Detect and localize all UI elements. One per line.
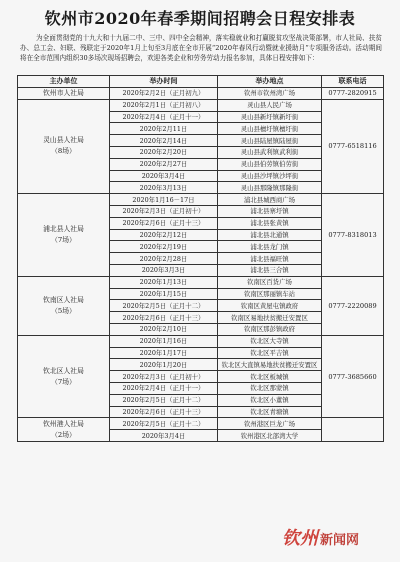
event-location-cell: 钦北区大寺镇	[218, 335, 322, 347]
table-row	[18, 99, 384, 111]
event-location-cell: 钦北区平吉镇	[218, 347, 322, 359]
organizer-name: 钦南区人社局	[43, 295, 84, 304]
event-time-cell: 2020年1月16－17日	[110, 194, 218, 206]
table-row	[18, 276, 384, 288]
news-watermark-logo	[282, 524, 359, 550]
event-time-cell: 2020年1月20日	[110, 359, 218, 371]
table-row	[18, 194, 384, 206]
organizer-cell	[18, 99, 110, 193]
organizer-cell	[18, 276, 110, 335]
contact-phone-cell: 0777-6518116	[322, 99, 384, 193]
event-time-cell: 2020年2月11日	[110, 123, 218, 135]
table-header-row	[18, 76, 384, 88]
event-location-cell: 钦南区黄屋屯镇政府	[218, 300, 322, 312]
event-time-cell: 2020年2月6日（正月十三）	[110, 217, 218, 229]
watermark-brand: 钦州	[282, 528, 318, 549]
organizer-cell	[18, 194, 110, 277]
event-location-cell: 钦南区那丽镇车站	[218, 288, 322, 300]
event-location-cell: 钦州港区巨龙广场	[218, 418, 322, 430]
contact-phone-cell: 0777-2220089	[322, 276, 384, 335]
event-location-cell: 浦北县福旺镇	[218, 253, 322, 265]
header-phone: 联系电话	[322, 76, 384, 88]
table-row	[18, 335, 384, 347]
table-row	[18, 87, 384, 99]
organizer-event-count: （7场）	[51, 235, 76, 244]
event-location-cell: 浦北县城西商广场	[218, 194, 322, 206]
event-location-cell: 浦北县龙门镇	[218, 241, 322, 253]
event-location-cell: 钦北区小董镇	[218, 394, 322, 406]
watermark-news: 新闻网	[320, 533, 360, 548]
event-location-cell: 钦北区板城镇	[218, 371, 322, 383]
event-location-cell: 灵山县陆屋镇陆屋街	[218, 135, 322, 147]
event-location-cell: 灵山县檀圩镇檀圩街	[218, 123, 322, 135]
event-location-cell: 灵山县人民广场	[218, 99, 322, 111]
event-time-cell: 2020年2月1日（正月初八）	[110, 99, 218, 111]
organizer-event-count: （8场）	[51, 147, 76, 156]
contact-phone-cell: 0777-3685660	[322, 335, 384, 418]
event-location-cell: 钦南区易地扶贫搬迁安置区	[218, 312, 322, 324]
event-location-cell: 钦北区那蒙镇	[218, 382, 322, 394]
event-time-cell: 2020年3月4日	[110, 430, 218, 442]
event-time-cell: 2020年1月13日	[110, 276, 218, 288]
event-location-cell: 灵山县武利镇武利街	[218, 146, 322, 158]
event-time-cell: 2020年2月20日	[110, 146, 218, 158]
event-time-cell: 2020年2月6日（正月十三）	[110, 312, 218, 324]
schedule-body	[18, 87, 384, 441]
organizer-cell	[18, 418, 110, 442]
contact-phone-cell	[322, 418, 384, 442]
contact-phone-cell: 0777-2820915	[322, 87, 384, 99]
page-title: 钦州市2020年春季期间招聘会日程安排表	[44, 9, 356, 28]
header-time: 举办时间	[110, 76, 218, 88]
event-time-cell: 2020年1月16日	[110, 335, 218, 347]
event-time-cell: 2020年2月5日（正月十二）	[110, 300, 218, 312]
organizer-cell	[18, 87, 110, 99]
event-location-cell: 钦州市钦州湾广场	[218, 87, 322, 99]
event-location-cell: 浦北县三合镇	[218, 264, 322, 276]
table-row	[18, 418, 384, 430]
event-time-cell: 2020年2月3日（正月初十）	[110, 371, 218, 383]
event-time-cell: 2020年2月27日	[110, 158, 218, 170]
event-time-cell: 2020年2月4日（正月十一）	[110, 382, 218, 394]
event-location-cell: 钦北区青塘镇	[218, 406, 322, 418]
event-time-cell: 2020年2月5日（正月十二）	[110, 394, 218, 406]
event-time-cell: 2020年2月5日（正月十二）	[110, 418, 218, 430]
event-location-cell: 钦州港区北部湾大学	[218, 430, 322, 442]
organizer-name: 钦北区人社局	[43, 366, 84, 375]
event-location-cell: 钦北区大直镇易地扶贫搬迁安置区	[218, 359, 322, 371]
event-time-cell: 2020年2月2日（正月初九）	[110, 87, 218, 99]
event-time-cell: 2020年2月19日	[110, 241, 218, 253]
header-location: 举办地点	[218, 76, 322, 88]
event-time-cell: 2020年3月4日	[110, 170, 218, 182]
contact-phone-cell: 0777-8318013	[322, 194, 384, 277]
event-time-cell: 2020年3月13日	[110, 182, 218, 194]
event-location-cell: 钦南区百货广场	[218, 276, 322, 288]
event-location-cell: 浦北县寨圩镇	[218, 205, 322, 217]
schedule-table	[17, 75, 384, 442]
organizer-event-count: （2场）	[51, 430, 76, 439]
event-location-cell: 浦北县北通镇	[218, 229, 322, 241]
event-location-cell: 钦南区那彭镇政府	[218, 323, 322, 335]
organizer-event-count: （7场）	[51, 377, 76, 386]
event-location-cell: 浦北县张黄镇	[218, 217, 322, 229]
organizer-event-count: （5场）	[51, 306, 76, 315]
event-time-cell: 2020年2月6日（正月十三）	[110, 406, 218, 418]
event-location-cell: 灵山县那隆镇那隆街	[218, 182, 322, 194]
event-time-cell: 2020年2月14日	[110, 135, 218, 147]
organizer-name: 灵山县人社局	[43, 136, 84, 145]
event-time-cell: 2020年3月3日	[110, 264, 218, 276]
event-time-cell: 2020年2月28日	[110, 253, 218, 265]
event-time-cell: 2020年2月3日（正月初十）	[110, 205, 218, 217]
organizer-name: 浦北县人社局	[43, 224, 84, 233]
organizer-name: 钦州港人社局	[43, 419, 84, 428]
organizer-name: 钦州市人社局	[43, 88, 84, 97]
event-location-cell: 灵山县伯劳镇伯劳街	[218, 158, 322, 170]
header-organizer: 主办单位	[18, 76, 110, 88]
event-time-cell: 2020年2月12日	[110, 229, 218, 241]
intro-paragraph: 为全面贯彻党的十九大和十九届二中、三中、四中全会精神，落实稳就业和打赢脱贫攻坚战决策部署，市人社局、扶贫办、总工会、妇联、残联定于2020年1月上旬至3月底在全市开展“2020年春风行动暨就业援助月”专项服务活动。活动期间将在全市范围内组织30多场次现场招聘会，欢迎各类企业和劳务劳动力报名参加，具体日程安排如下：	[20, 34, 382, 62]
organizer-cell	[18, 335, 110, 418]
event-location-cell: 灵山县沙坪镇沙坪街	[218, 170, 322, 182]
event-time-cell: 2020年2月10日	[110, 323, 218, 335]
event-time-cell: 2020年2月4日（正月十一）	[110, 111, 218, 123]
event-location-cell: 灵山县新圩镇新圩街	[218, 111, 322, 123]
event-time-cell: 2020年1月15日	[110, 288, 218, 300]
event-time-cell: 2020年1月17日	[110, 347, 218, 359]
